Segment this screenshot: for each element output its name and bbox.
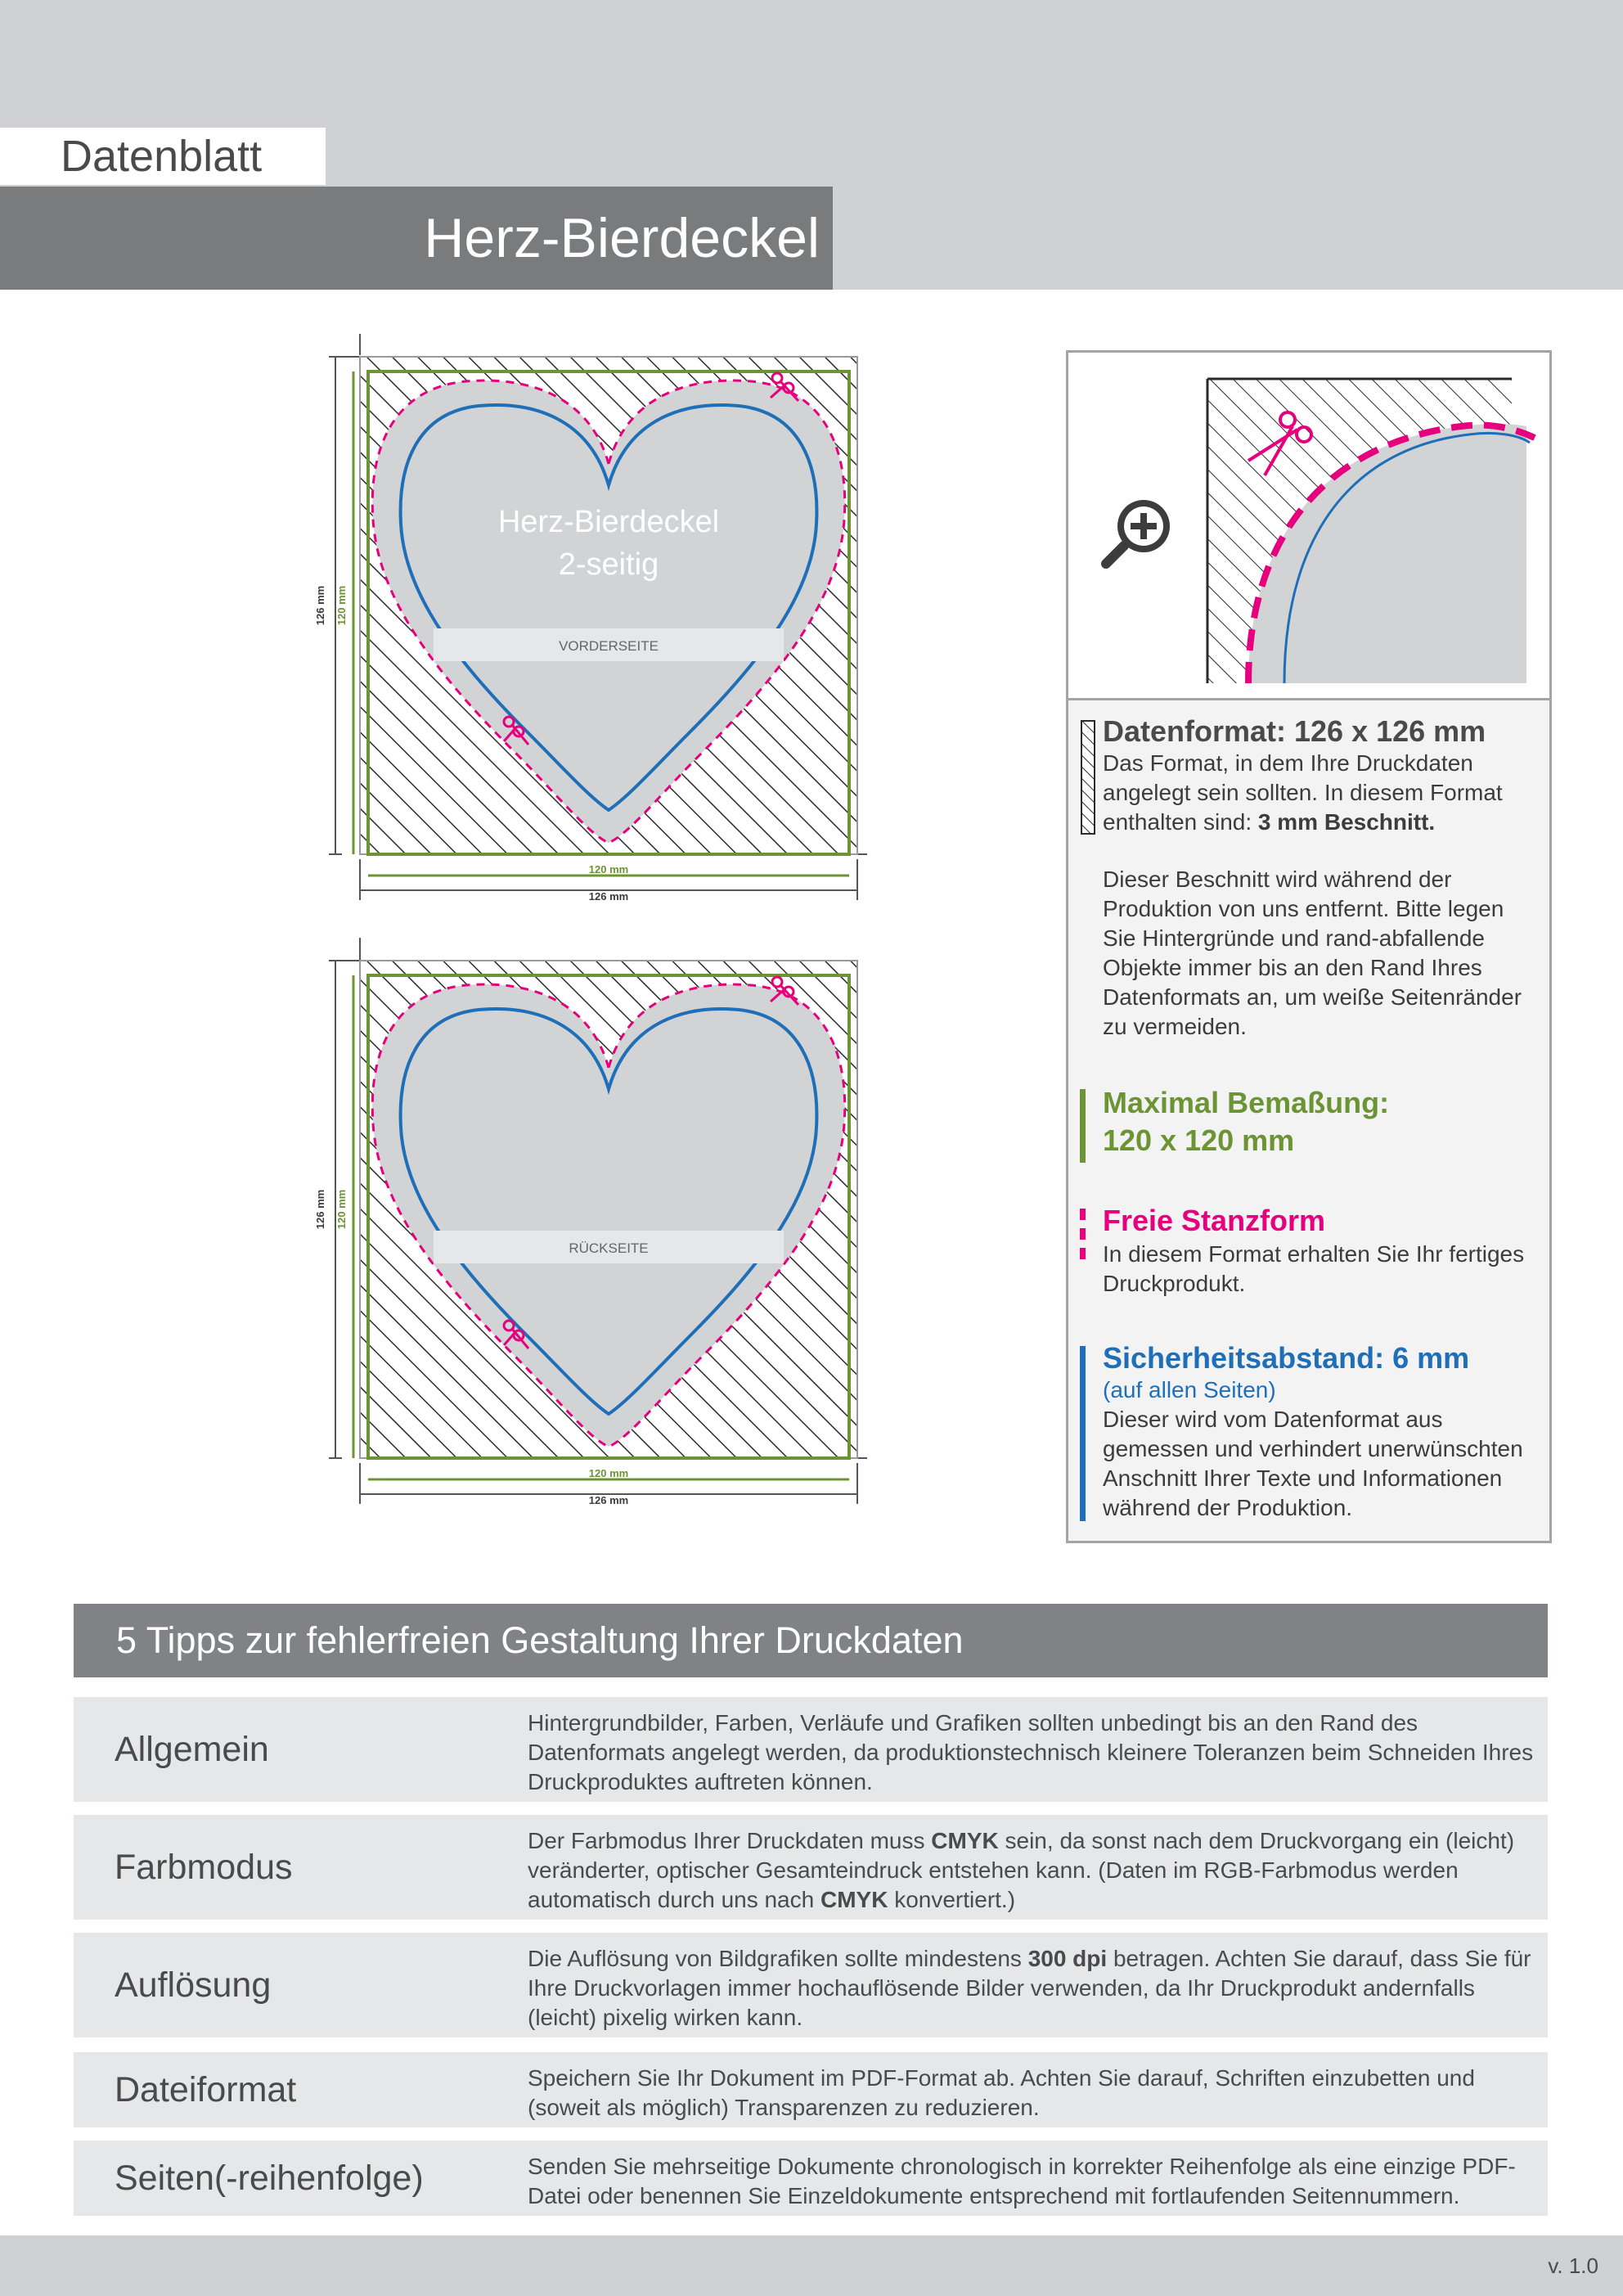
pink-dashed-marker bbox=[1080, 1209, 1086, 1266]
dimension-label: 120 mm bbox=[588, 863, 629, 876]
side-label: RÜCKSEITE bbox=[569, 1240, 649, 1256]
tip-text: Speichern Sie Ihr Dokument im PDF-Format ab. Achten Sie darauf, Schriften einzubetten und (soweit als möglich) Transparenzen zu reduzieren. bbox=[528, 2065, 1475, 2120]
tip-row bbox=[74, 1697, 1548, 1802]
format-text: Das Format, in dem Ihre Druckdaten angelegt sein sollten. In diesem Format enthalten sind: bbox=[1103, 750, 1503, 835]
dimension-label: 126 mm bbox=[588, 1494, 629, 1506]
tip-label: Allgemein bbox=[115, 1729, 269, 1769]
dimension-label: 120 mm bbox=[335, 1189, 348, 1230]
page-title: Herz-Bierdeckel bbox=[424, 207, 820, 269]
tip-label: Seiten(-reihenfolge) bbox=[115, 2158, 424, 2198]
format-title: Datenformat: 126 x 126 mm bbox=[1103, 714, 1486, 748]
safety-description: Dieser wird vom Datenformat aus gemessen und verhindert unerwünschten Anschnitt Ihrer Texte und Informationen während der Produktion. bbox=[1103, 1407, 1523, 1520]
corner-detail bbox=[1199, 369, 1543, 696]
max-dimension-title-2: 120 x 120 mm bbox=[1103, 1123, 1295, 1157]
hatch-legend-icon bbox=[1080, 719, 1096, 835]
dimension-label: 126 mm bbox=[314, 585, 326, 626]
max-dimension-title-1: Maximal Bemaßung: bbox=[1103, 1086, 1390, 1119]
die-cut-title: Freie Stanzform bbox=[1103, 1204, 1326, 1237]
green-marker bbox=[1080, 1089, 1086, 1163]
bleed-description: Dieser Beschnitt wird während der Produktion von uns entfernt. Bitte legen Sie Hintergründe und rand-abfallende Objekte immer bis an den Rand Ihres Datenformats an, um weiße Seitenränder zu vermeiden. bbox=[1103, 867, 1522, 1039]
tip-label: Dateiformat bbox=[115, 2069, 297, 2109]
tip-row bbox=[74, 1815, 1548, 1920]
tip-text: Die Auflösung von Bildgrafiken sollte mindestens 300 dpi betragen. Achten Sie darauf, dass Sie für Ihre Druckvorlagen immer hochauflösende Bilder verwenden, da Ihr Druckprodukt andernfalls (leicht) pixelig wirken kann. bbox=[528, 1946, 1531, 2030]
info-panel bbox=[1066, 350, 1552, 1543]
format-description bbox=[1103, 749, 1528, 837]
product-title-line-2: 2-seitig bbox=[558, 547, 659, 582]
tips-heading: 5 Tipps zur fehlerfreien Gestaltung Ihrer Druckdaten bbox=[74, 1604, 1548, 1677]
version-label: v. 1.0 bbox=[1548, 2253, 1598, 2278]
side-label: VORDERSEITE bbox=[559, 638, 659, 654]
dimension-label: 120 mm bbox=[335, 585, 348, 626]
safety-subtitle: (auf allen Seiten) bbox=[1103, 1377, 1276, 1402]
tip-text: Der Farbmodus Ihrer Druckdaten muss CMYK sein, da sonst nach dem Druckvorgang ein (leicht) veränderter, optischer Gesamteindruck entstehen kann. (Daten im RGB-Farbmodus werden automatisch durch uns nach CMYK konvertiert.) bbox=[528, 1828, 1515, 1912]
tip-row bbox=[74, 2141, 1548, 2216]
back-side-diagram bbox=[311, 931, 867, 1520]
dimension-label: 126 mm bbox=[588, 890, 629, 903]
doc-type-label: Datenblatt bbox=[0, 128, 326, 185]
blue-marker bbox=[1080, 1346, 1086, 1521]
footer-band bbox=[0, 2235, 1623, 2296]
tip-label: Farbmodus bbox=[115, 1847, 293, 1887]
zoom-in-icon bbox=[1098, 492, 1180, 574]
die-cut-description: In diesem Format erhalten Sie Ihr fertiges Druckprodukt. bbox=[1103, 1241, 1525, 1296]
dimension-label: 126 mm bbox=[314, 1189, 326, 1230]
tip-row bbox=[74, 2052, 1548, 2127]
format-bold: 3 mm Beschnitt. bbox=[1257, 809, 1436, 835]
tip-text: Senden Sie mehrseitige Dokumente chronologisch in korrekter Reihenfolge als eine einzige PDF-Datei oder benennen Sie Einzeldokumente entsprechend mit fortlaufenden Seitennummern. bbox=[528, 2154, 1516, 2208]
safety-title: Sicherheitsabstand: 6 mm bbox=[1103, 1341, 1470, 1375]
tip-label: Auflösung bbox=[115, 1965, 272, 2005]
title-bar bbox=[0, 187, 833, 290]
product-title-line-1: Herz-Bierdeckel bbox=[497, 505, 720, 539]
zoom-detail bbox=[1068, 353, 1549, 700]
front-side-diagram bbox=[311, 327, 867, 916]
tip-row bbox=[74, 1933, 1548, 2037]
dimension-label: 120 mm bbox=[588, 1467, 629, 1479]
tip-text: Hintergrundbilder, Farben, Verläufe und Grafiken sollten unbedingt bis an den Rand des Datenformats angelegt werden, da produktionstechnisch kleinere Toleranzen beim Schneiden Ihres Druckproduktes auftreten können. bbox=[528, 1710, 1534, 1794]
